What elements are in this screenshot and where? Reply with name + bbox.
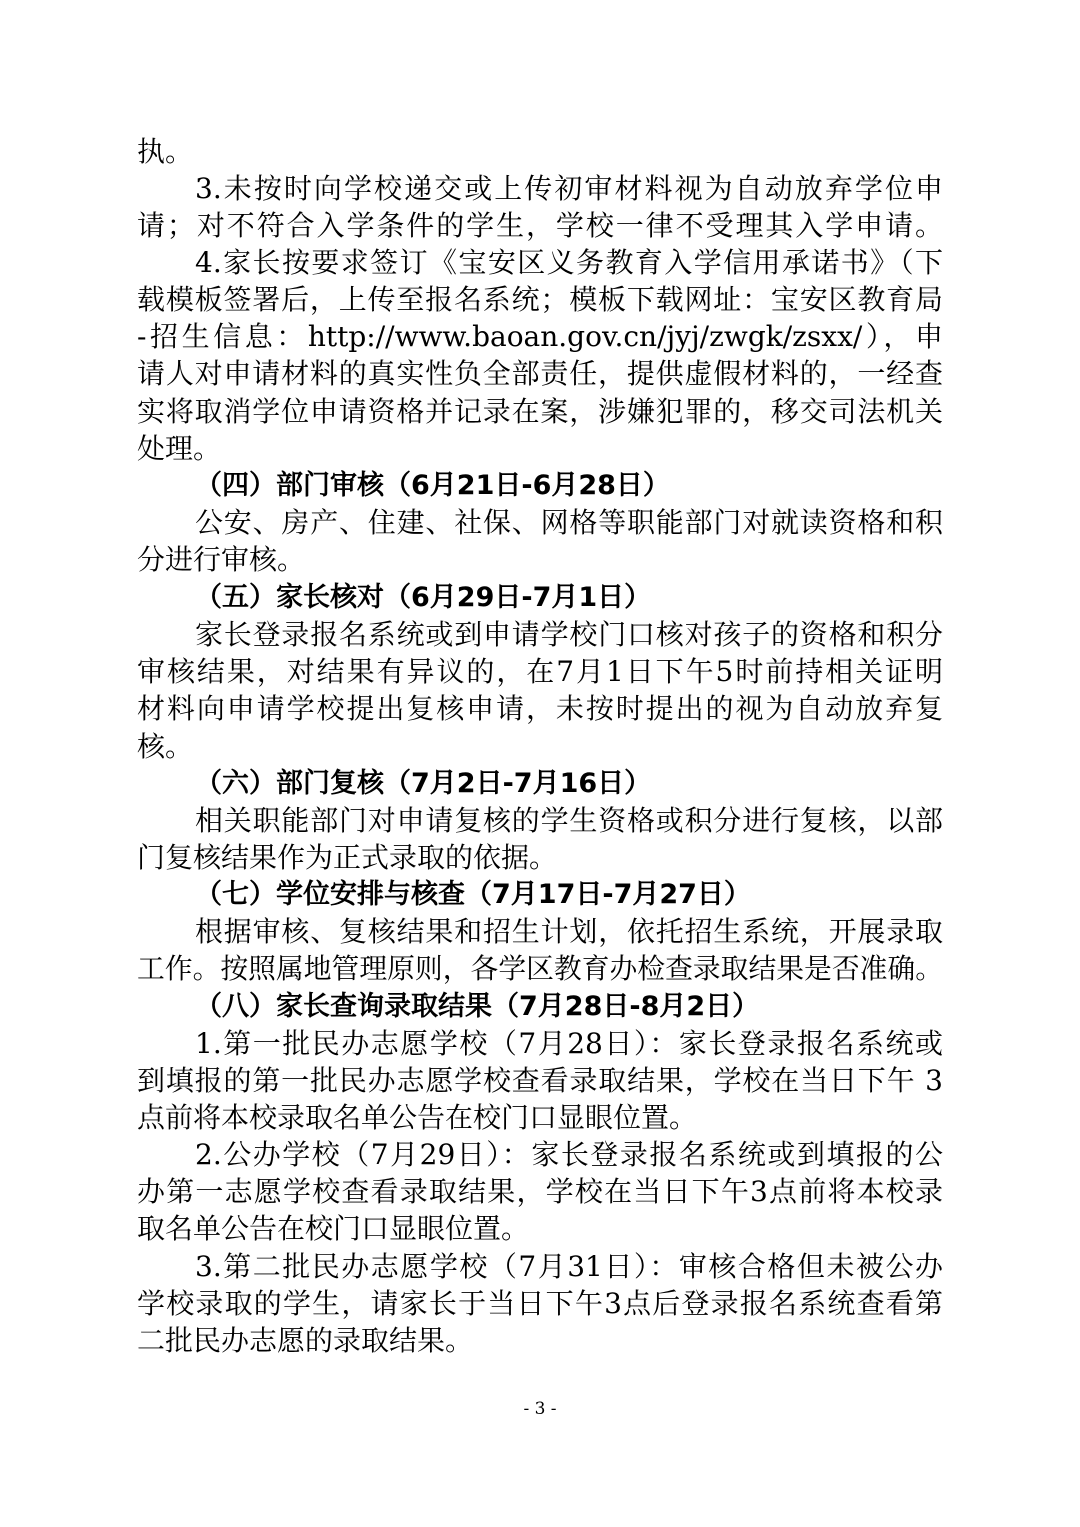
body-line: 家长登录报名系统或到申请学校门口核对孩子的资格和积分 — [195, 618, 943, 651]
section-heading: （八）家长查询录取结果（7月28日-8月2日） — [195, 991, 760, 1022]
section-heading: （六）部门复核（7月2日-7月16日） — [195, 768, 652, 799]
body-line: 执。 — [137, 135, 194, 168]
body-line: 请；对不符合入学条件的学生，学校一律不受理其入学申请。 — [137, 209, 943, 242]
body-line: 公安、房产、住建、社保、网格等职能部门对就读资格和积 — [195, 506, 943, 539]
body-line: 处理。 — [137, 432, 222, 465]
body-line: 分进行审核。 — [137, 543, 306, 576]
page-number: - 3 - — [523, 1399, 557, 1419]
section-heading: （七）学位安排与核查（7月17日-7月27日） — [195, 879, 751, 910]
body-line: 学校录取的学生，请家长于当日下午3点后登录报名系统查看第 — [137, 1287, 943, 1320]
body-line: 审核结果，对结果有异议的，在7月1日下午5时前持相关证明 — [137, 655, 943, 688]
section-heading: （五）家长核对（6月29日-7月1日） — [195, 582, 652, 613]
body-line: 根据审核、复核结果和招生计划，依托招生系统，开展录取 — [195, 915, 943, 948]
body-line: 3.第二批民办志愿学校（7月31日）：审核合格但未被公办 — [195, 1250, 943, 1283]
body-line: 二批民办志愿的录取结果。 — [137, 1324, 474, 1357]
body-line: 取名单公告在校门口显眼位置。 — [137, 1212, 530, 1245]
body-line: 请人对申请材料的真实性负全部责任，提供虚假材料的，一经查 — [137, 357, 943, 390]
body-line: -招生信息：http://www.baoan.gov.cn/jyj/zwgk/zsxx/），申 — [137, 320, 943, 353]
body-line: 核。 — [137, 730, 194, 763]
body-line: 4.家长按要求签订《宝安区义务教育入学信用承诺书》（下 — [195, 246, 943, 279]
body-line: 1.第一批民办志愿学校（7月28日）：家长登录报名系统或 — [195, 1027, 943, 1060]
body-line: 2.公办学校（7月29日）：家长登录报名系统或到填报的公 — [195, 1138, 943, 1171]
body-line: 相关职能部门对申请复核的学生资格或积分进行复核，以部 — [195, 804, 943, 837]
body-line: 材料向申请学校提出复核申请，未按时提出的视为自动放弃复 — [137, 692, 943, 725]
body-line: 办第一志愿学校查看录取结果，学校在当日下午3点前将本校录 — [137, 1175, 943, 1208]
body-line: 门复核结果作为正式录取的依据。 — [137, 841, 558, 874]
section-heading: （四）部门审核（6月21日-6月28日） — [195, 470, 670, 501]
body-line: 点前将本校录取名单公告在校门口显眼位置。 — [137, 1101, 698, 1134]
body-line: 到填报的第一批民办志愿学校查看录取结果，学校在当日下午 3 — [137, 1064, 943, 1097]
body-line: 工作。按照属地管理原则，各学区教育办检查录取结果是否准确。 — [137, 952, 943, 985]
body-line: 实将取消学位申请资格并记录在案，涉嫌犯罪的，移交司法机关 — [137, 395, 943, 428]
body-line: 载模板签署后，上传至报名系统；模板下载网址：宝安区教育局 — [137, 283, 943, 316]
body-line: 3.未按时向学校递交或上传初审材料视为自动放弃学位申 — [195, 172, 943, 205]
